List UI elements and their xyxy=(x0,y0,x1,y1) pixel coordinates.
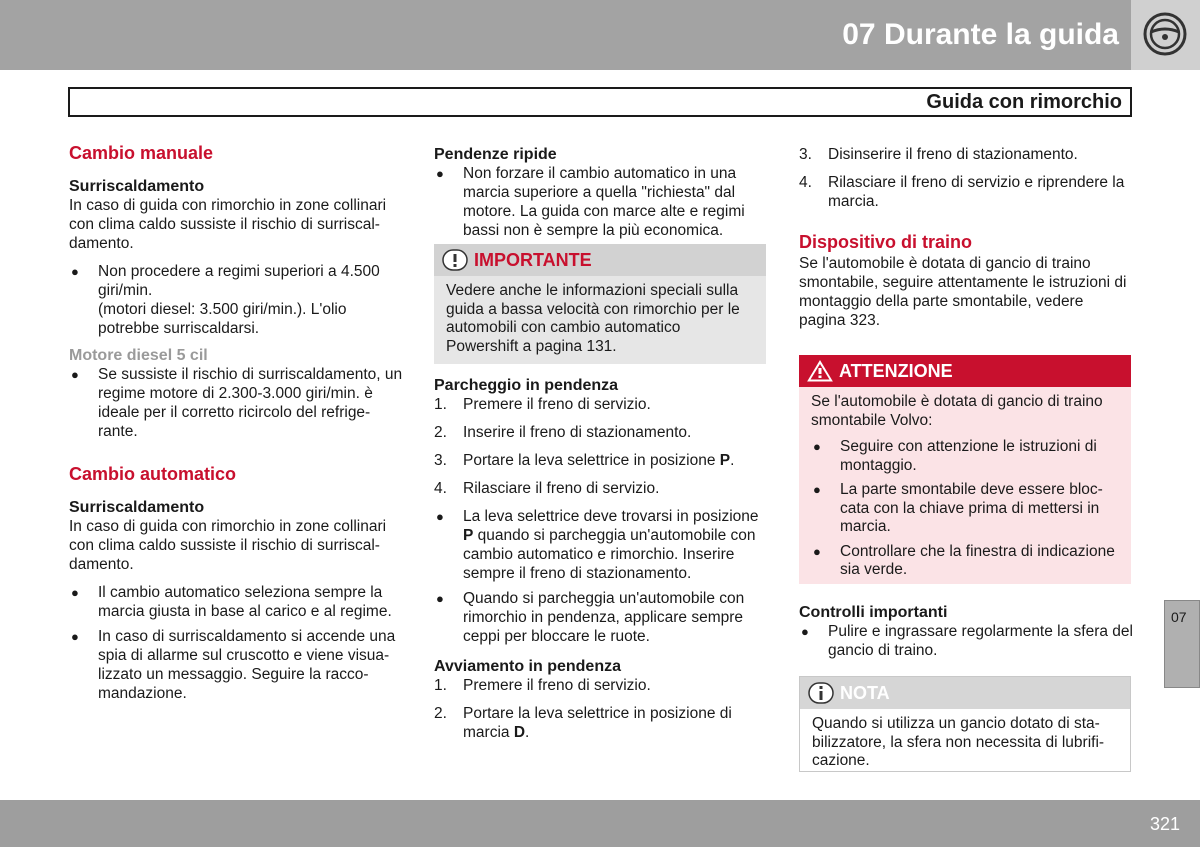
important-box-header xyxy=(434,244,766,276)
list-item: ● La leva selettrice deve trovarsi in posizione P quando si parcheggia un'automobile con cambio automatico e rimorchio. Inserire sempre il freno di stazionamento. xyxy=(436,508,759,582)
warning-body xyxy=(799,387,1131,594)
subheading-pendenze-ripide: Pendenze ripide xyxy=(434,146,557,163)
warning-triangle-icon xyxy=(807,360,833,382)
chapter-side-tab xyxy=(1164,600,1200,688)
note-text: Quando si utilizza un gancio dotato di sta-bilizzatore, la sfera non necessita di lubrifi-cazione. xyxy=(812,715,1105,769)
warning-label: ATTENZIONE xyxy=(839,361,953,381)
section-title-bar xyxy=(68,87,1132,117)
column-3-lower xyxy=(799,603,1134,666)
paragraph: In caso di guida con rimorchio in zone collinari con clima caldo sussiste il rischio di surriscal-damento. xyxy=(69,197,387,252)
list-item: ● Seguire con attenzione le istruzioni di montaggio. xyxy=(813,438,1097,474)
note-box-header xyxy=(800,677,1130,709)
list-item: ● Non procedere a regimi superiori a 4.500 giri/min. (motori diesel: 3.500 giri/min.). L'olio potrebbe surriscaldarsi. xyxy=(71,263,380,337)
exclamation-icon xyxy=(442,249,468,271)
subheading-surriscaldamento: Surriscaldamento xyxy=(69,499,205,516)
subheading-parcheggio: Parcheggio in pendenza xyxy=(434,377,619,394)
heading-cambio-manuale: Cambio manuale xyxy=(69,143,214,163)
paragraph: In caso di guida con rimorchio in zone collinari con clima caldo sussiste il rischio di surriscal-damento. xyxy=(69,518,387,573)
column-2-lower xyxy=(434,376,766,748)
important-label: IMPORTANTE xyxy=(474,250,592,270)
page-footer xyxy=(0,800,1200,847)
numbered-step: 4. Rilasciare il freno di servizio. xyxy=(434,480,660,497)
heading-dispositivo-traino: Dispositivo di traino xyxy=(799,232,973,252)
list-item: ● In caso di surriscaldamento si accende una spia di allarme sul cruscotto e viene visua-lizzato un messaggio. Seguire la racco-mandazione. xyxy=(71,628,396,702)
steering-wheel-icon xyxy=(1143,12,1187,56)
paragraph: Se l'automobile è dotata di gancio di traino smontabile, seguire attentamente le istruzioni di montaggio della parte smontabile, vedere pagina 323. xyxy=(799,255,1127,329)
chapter-icon-box xyxy=(1131,0,1200,70)
subheading-avviamento: Avviamento in pendenza xyxy=(434,658,621,675)
column-3 xyxy=(799,145,1134,330)
numbered-step: 3. Disinserire il freno di stazionamento. xyxy=(799,146,1078,163)
list-item: ● Pulire e ingrassare regolarmente la sfera del gancio di traino. xyxy=(801,623,1133,659)
list-item: ● La parte smontabile deve essere bloc-cata con la chiave prima di mettersi in marcia. xyxy=(813,481,1103,535)
important-box xyxy=(434,244,766,364)
chapter-title: 07 Durante la guida xyxy=(842,18,1119,51)
heading-cambio-automatico: Cambio automatico xyxy=(69,464,237,484)
warning-text: Se l'automobile è dotata di gancio di traino smontabile Volvo: xyxy=(811,393,1103,429)
numbered-step: 3. Portare la leva selettrice in posizione P. xyxy=(434,452,735,469)
subheading-surriscaldamento: Surriscaldamento xyxy=(69,178,205,195)
list-item: ● Non forzare il cambio automatico in una marcia superiore a quella "richiesta" dal motore. La guida con marce alte e regimi bassi non è sempre la più economica. xyxy=(436,165,745,239)
column-2 xyxy=(434,145,766,246)
numbered-step: 2. Inserire il freno di stazionamento. xyxy=(434,424,692,441)
note-box xyxy=(799,676,1131,772)
list-item: ● Controllare che la finestra di indicazione sia verde. xyxy=(813,542,1115,578)
list-item: ● Il cambio automatico seleziona sempre la marcia giusta in base al carico e al regime. xyxy=(71,584,392,620)
section-title: Guida con rimorchio xyxy=(926,91,1122,113)
numbered-step: 2. Portare la leva selettrice in posizione di marcia D. xyxy=(434,705,732,741)
subheading-controlli: Controlli importanti xyxy=(799,604,948,621)
note-label: NOTA xyxy=(840,683,890,703)
page-number: 321 xyxy=(1149,814,1180,834)
warning-box-header xyxy=(799,355,1131,387)
important-text: Vedere anche le informazioni speciali sulla guida a bassa velocità con rimorchio per le automobili con cambio automatico Powershift a pagina 131. xyxy=(446,282,740,355)
list-item: ● Se sussiste il rischio di surriscaldamento, un regime motore di 2.300-3.000 giri/min. è ideale per il corretto ricircolo del refrige-rante. xyxy=(71,366,403,440)
numbered-step: 1. Premere il freno di servizio. xyxy=(434,677,651,694)
info-icon xyxy=(808,682,834,704)
chapter-tab-label: 07 xyxy=(1171,609,1187,625)
chapter-header xyxy=(0,0,1131,70)
numbered-step: 4. Rilasciare il freno di servizio e riprendere la marcia. xyxy=(799,174,1125,210)
column-1 xyxy=(69,144,404,709)
warning-box xyxy=(799,355,1131,584)
list-item: ● Quando si parcheggia un'automobile con rimorchio in pendenza, applicare sempre ceppi per bloccare le ruote. xyxy=(436,590,745,645)
numbered-step: 1. Premere il freno di servizio. xyxy=(434,396,651,413)
subheading-motore-diesel: Motore diesel 5 cil xyxy=(69,347,208,364)
